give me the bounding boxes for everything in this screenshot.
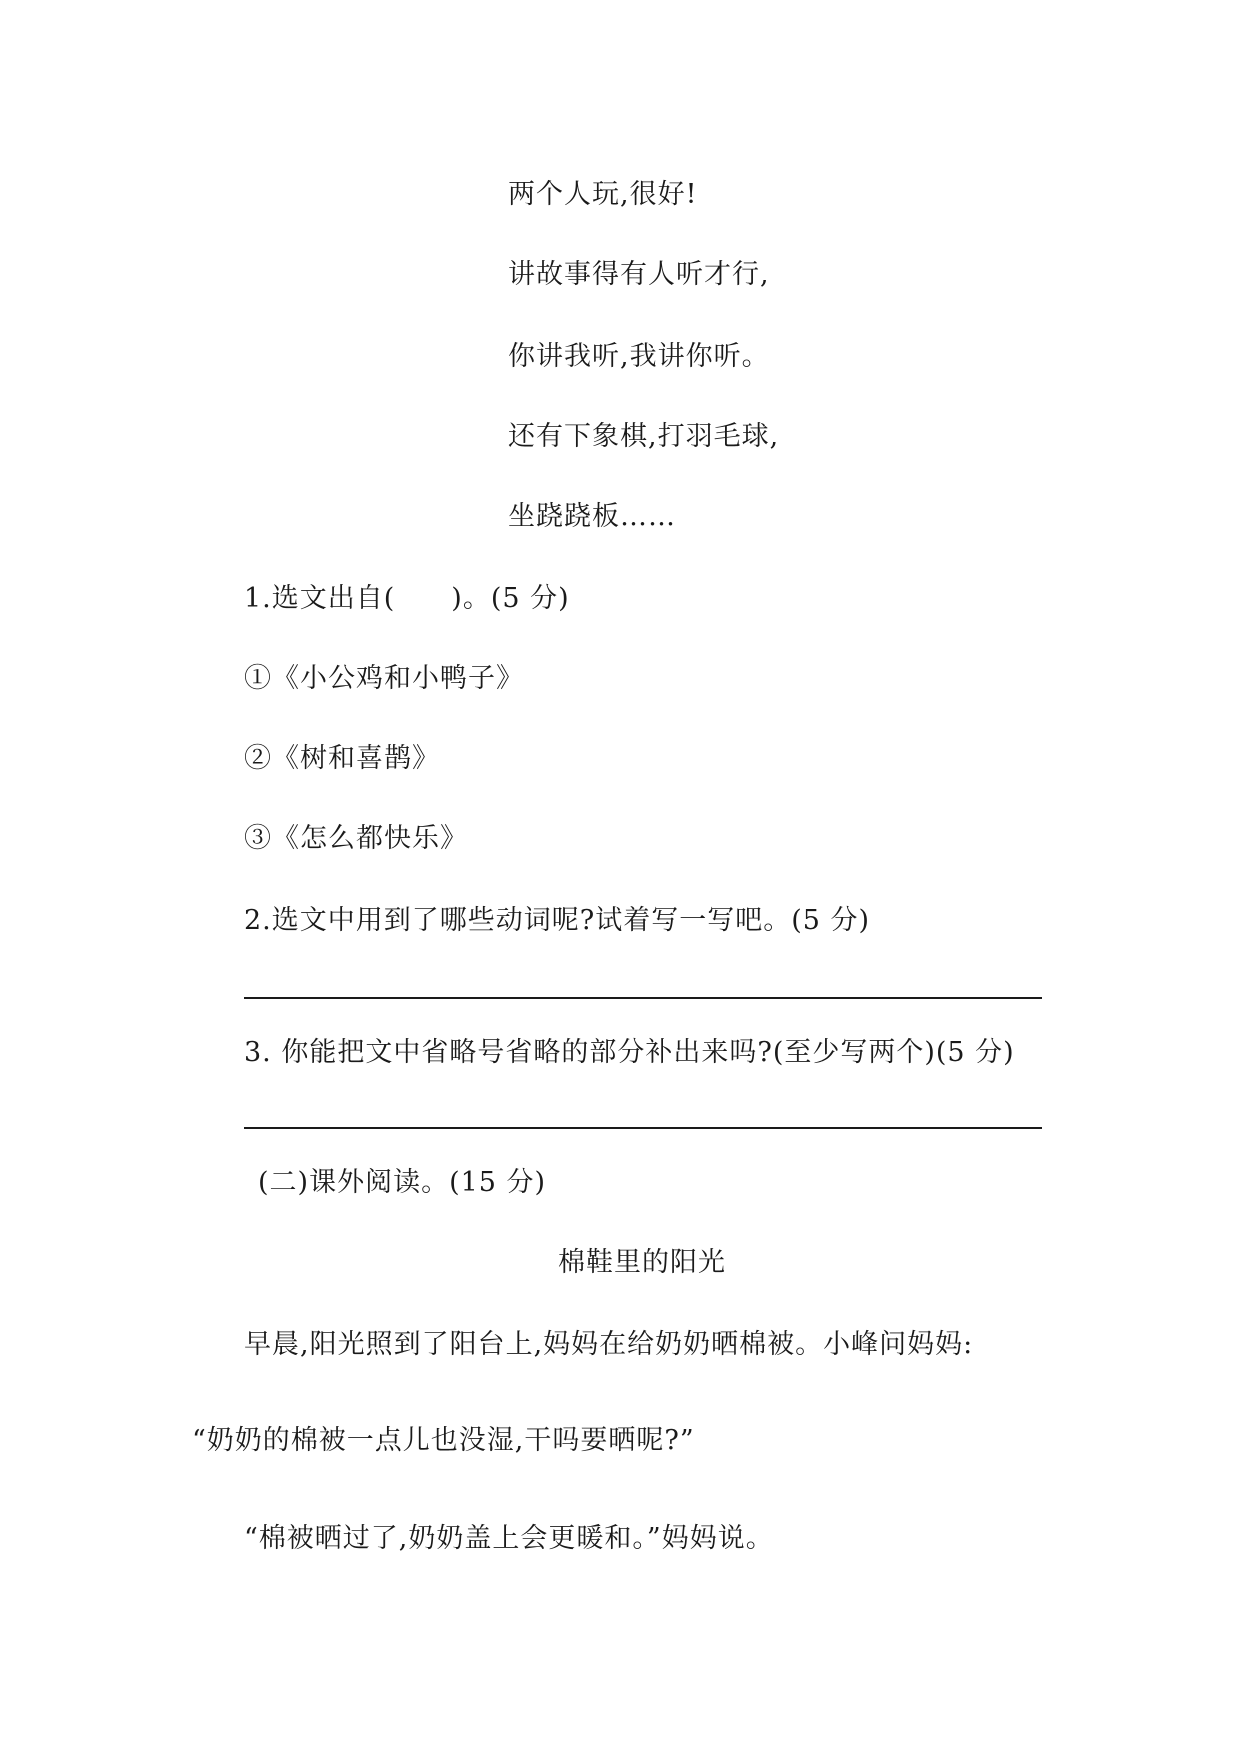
- answer-line-3[interactable]: [244, 1127, 1042, 1129]
- poem-line-1: 两个人玩,很好!: [508, 179, 698, 210]
- question-1-option-3: ③《怎么都快乐》: [244, 823, 468, 854]
- poem-line-5: 坐跷跷板……: [508, 501, 676, 532]
- poem-line-4: 还有下象棋,打羽毛球,: [508, 421, 780, 452]
- question-2: 2.选文中用到了哪些动词呢?试着写一写吧。(5 分): [244, 905, 871, 936]
- question-3: 3. 你能把文中省略号省略的部分补出来吗?(至少写两个)(5 分): [244, 1037, 1015, 1068]
- question-1-option-2: ②《树和喜鹊》: [244, 743, 440, 774]
- story-paragraph-2: “奶奶的棉被一点儿也没湿,干吗要晒呢?”: [192, 1425, 695, 1456]
- poem-line-3: 你讲我听,我讲你听。: [508, 341, 770, 372]
- story-paragraph-3: “棉被晒过了,奶奶盖上会更暖和。”妈妈说。: [244, 1523, 774, 1554]
- story-title: 棉鞋里的阳光: [558, 1247, 726, 1278]
- poem-line-2: 讲故事得有人听才行,: [508, 259, 770, 290]
- answer-line-2[interactable]: [244, 997, 1042, 999]
- question-1-option-1: ①《小公鸡和小鸭子》: [244, 663, 524, 694]
- section-2-heading: (二)课外阅读。(15 分): [258, 1167, 547, 1198]
- question-1: 1.选文出自( )。(5 分): [244, 583, 570, 614]
- story-paragraph-1: 早晨,阳光照到了阳台上,妈妈在给奶奶晒棉被。小峰问妈妈:: [244, 1329, 974, 1360]
